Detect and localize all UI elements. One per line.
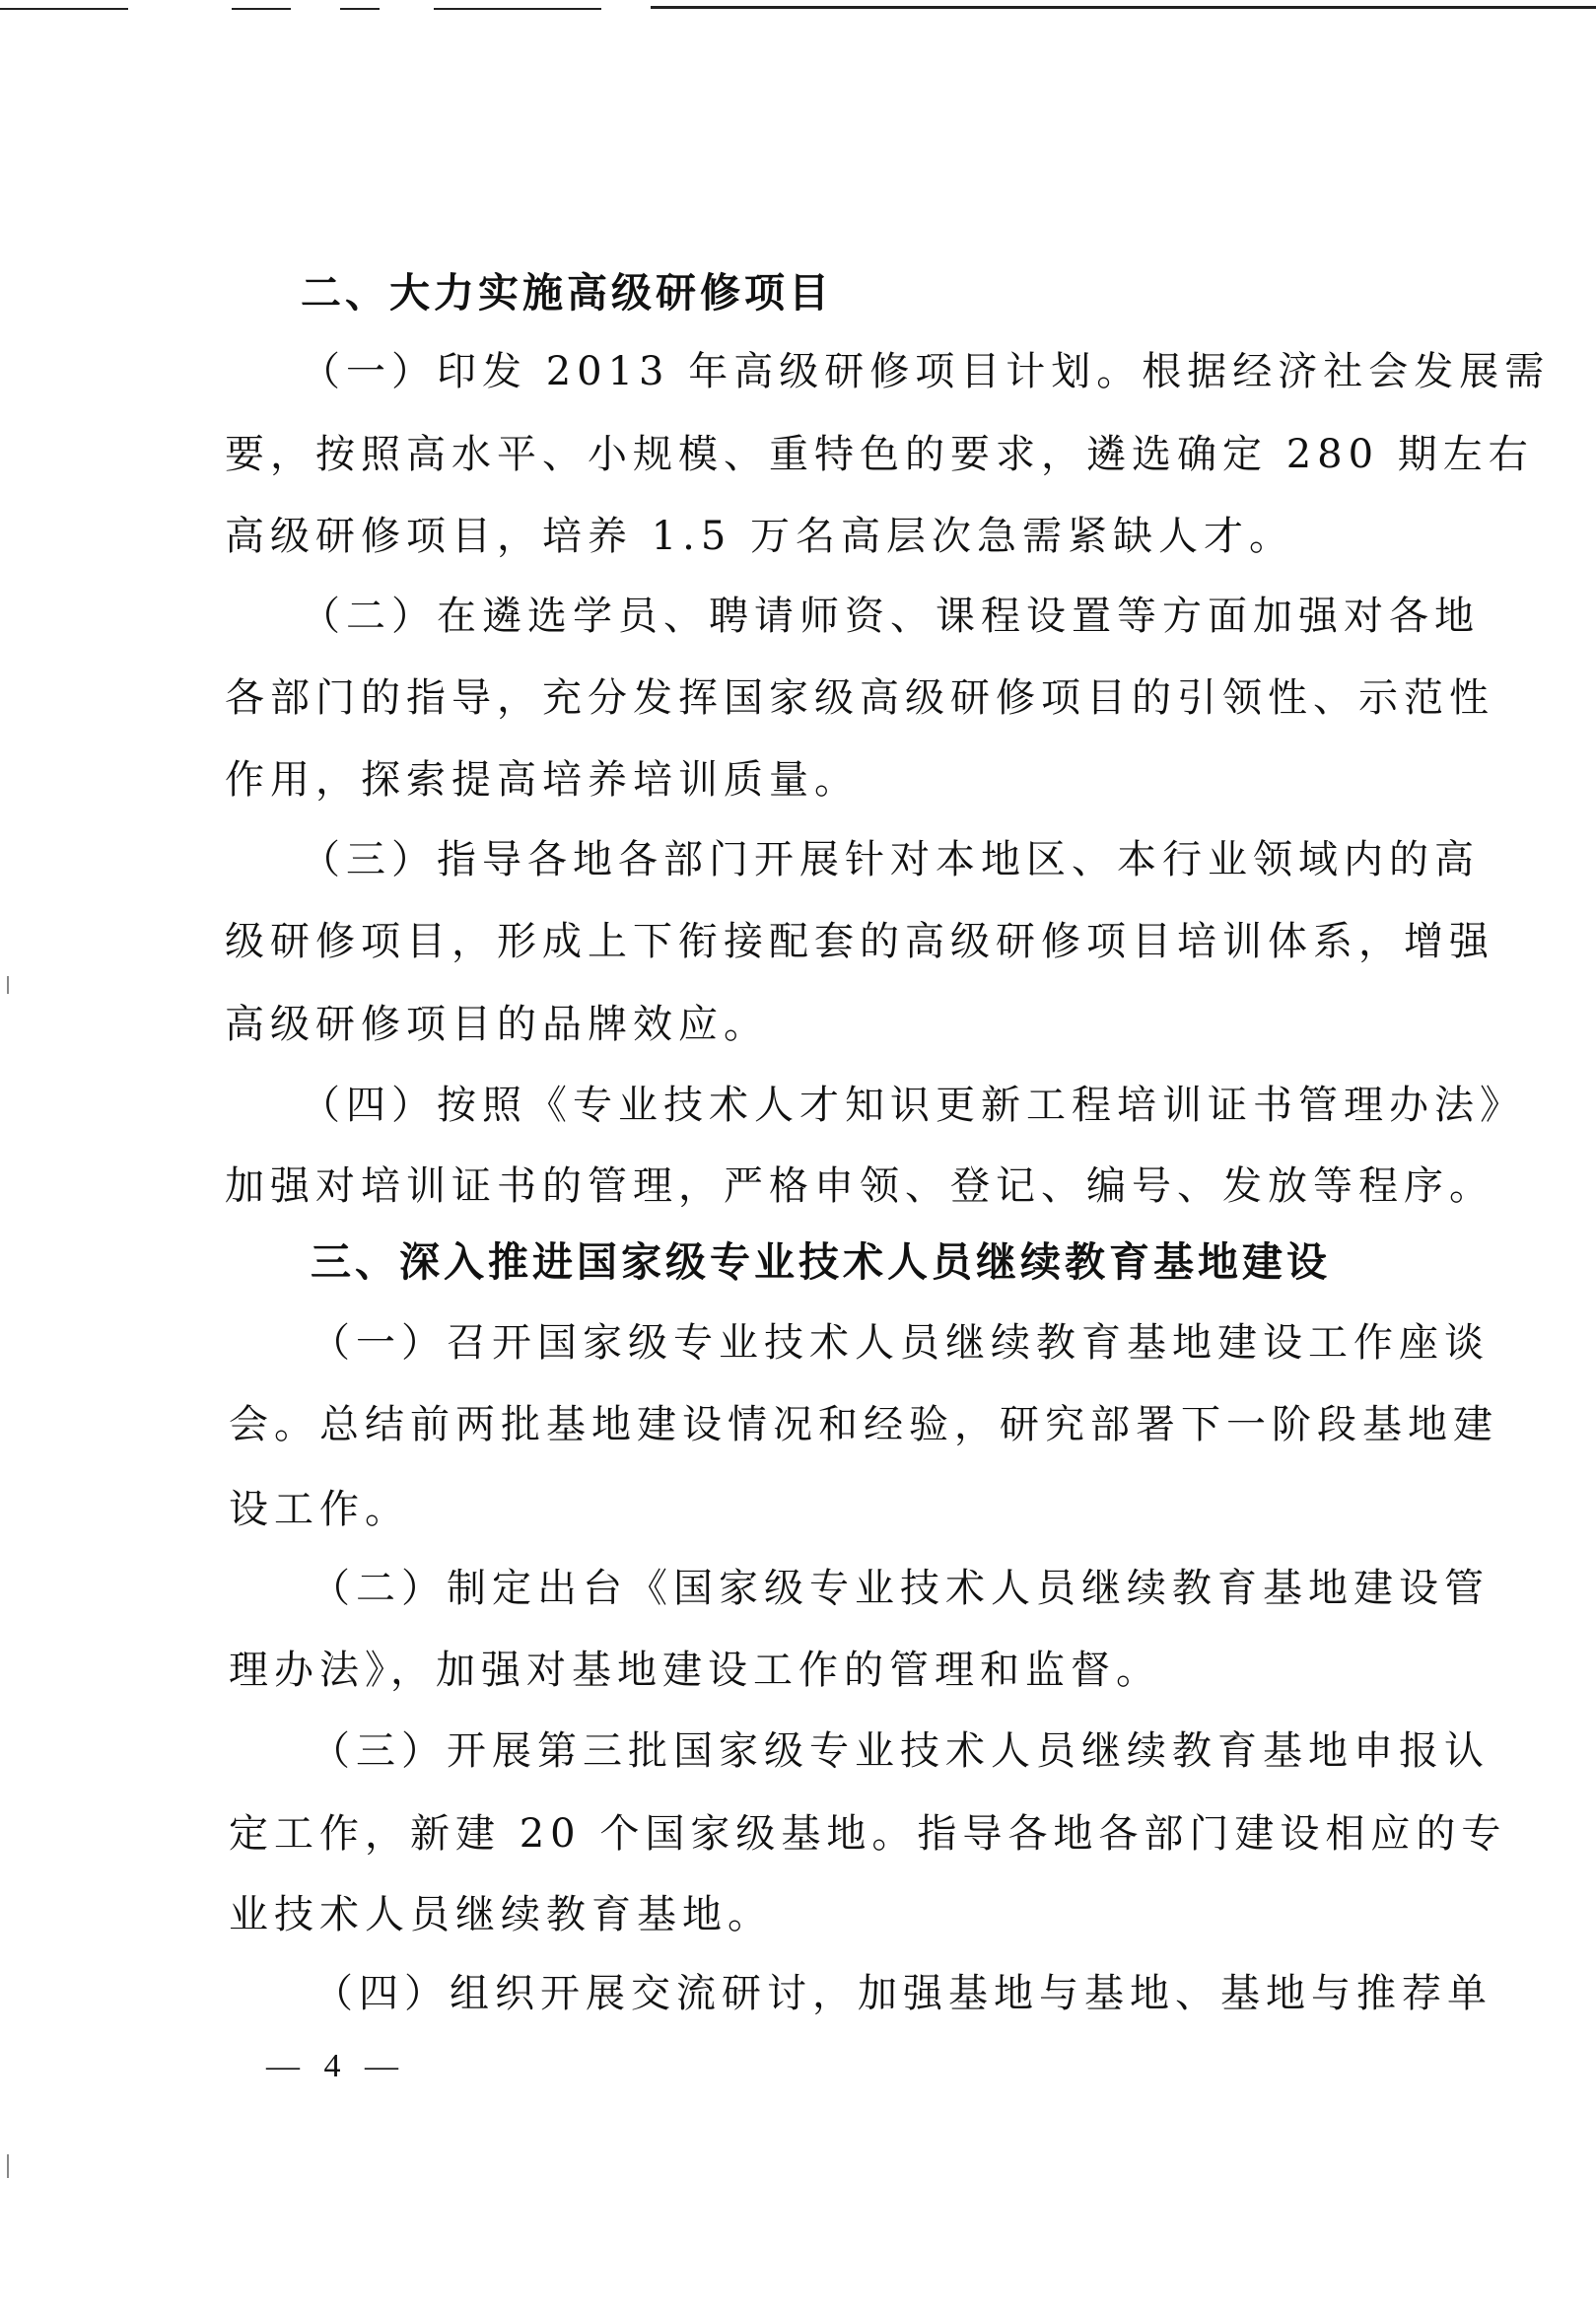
section-heading-3: 三、深入推进国家级专业技术人员继续教育基地建设 (311, 1238, 1331, 1286)
scan-edge-mark (232, 8, 291, 10)
paragraph-line: 高级研修项目，培养 1.5 万名高层次急需紧缺人才。 (225, 514, 1295, 559)
paragraph-line: （二）制定出台《国家级专业技术人员继续教育基地建设管 (311, 1566, 1490, 1611)
scan-margin-tick (7, 976, 9, 994)
paragraph-line: 要，按照高水平、小规模、重特色的要求，遴选确定 280 期左右 (225, 432, 1534, 477)
paragraph-line: （一）召开国家级专业技术人员继续教育基地建设工作座谈 (311, 1320, 1490, 1366)
paragraph-line: 级研修项目，形成上下衔接配套的高级研修项目培训体系，增强 (225, 919, 1494, 964)
paragraph-line: 加强对培训证书的管理，严格申领、登记、编号、发放等程序。 (225, 1163, 1494, 1209)
paragraph-line: 定工作，新建 20 个国家级基地。指导各地各部门建设相应的专 (229, 1811, 1507, 1857)
scan-edge-mark (0, 8, 128, 10)
paragraph-line: 理办法》，加强对基地建设工作的管理和监督。 (229, 1648, 1161, 1693)
scan-edge-mark (434, 8, 601, 10)
scan-margin-tick (7, 2154, 9, 2178)
paragraph-line: （三）指导各地各部门开展针对本地区、本行业领域内的高 (301, 837, 1480, 882)
paragraph-line: 作用，探索提高培养培训质量。 (225, 757, 860, 803)
paragraph-line: （三）开展第三批国家级专业技术人员继续教育基地申报认 (311, 1728, 1490, 1774)
paragraph-line: 各部门的指导，充分发挥国家级高级研修项目的引领性、示范性 (225, 675, 1494, 721)
paragraph-line: （四）组织开展交流研讨，加强基地与基地、基地与推荐单 (313, 1971, 1492, 2016)
paragraph-line: 业技术人员继续教育基地。 (229, 1892, 773, 1937)
scan-edge-mark (340, 8, 380, 10)
paragraph-line: 高级研修项目的品牌效应。 (225, 1002, 769, 1047)
paragraph-line: （四）按照《专业技术人才知识更新工程培训证书管理办法》 (301, 1083, 1525, 1128)
paragraph-line: （二）在遴选学员、聘请师资、课程设置等方面加强对各地 (301, 594, 1480, 639)
paragraph-line: 设工作。 (229, 1487, 410, 1532)
paragraph-line: 会。总结前两批基地建设情况和经验，研究部署下一阶段基地建 (229, 1402, 1498, 1447)
scan-edge-mark (651, 6, 1596, 9)
page-number: — 4 — (266, 2048, 406, 2084)
paragraph-line: （一）印发 2013 年高级研修项目计划。根据经济社会发展需 (301, 349, 1551, 394)
section-heading-2: 二、大力实施高级研修项目 (301, 269, 833, 316)
